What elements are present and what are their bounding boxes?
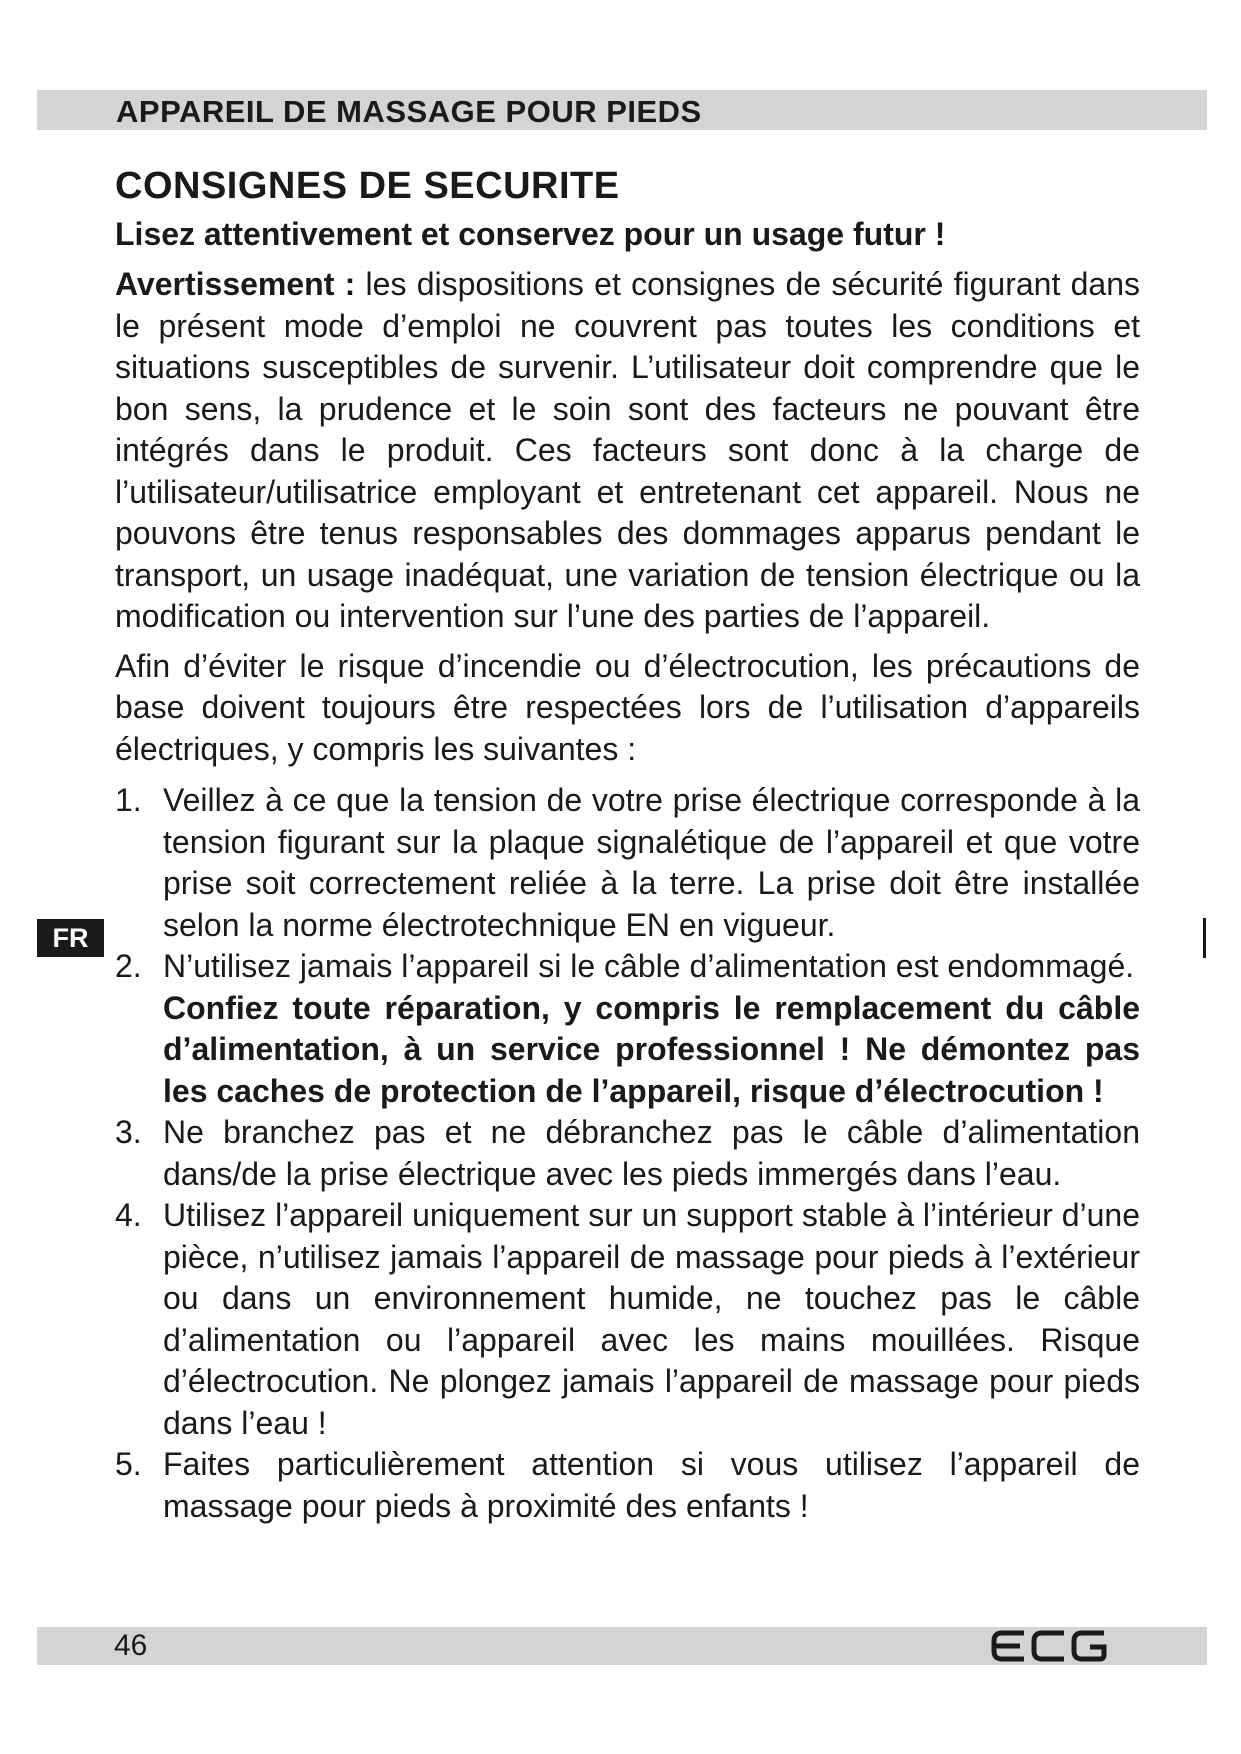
warning-text: les dispositions et consignes de sécurité figurant dans le présent mode d’emploi ne couvrent pas toutes les conditions et situations susceptibles de survenir. L’utilisateur doit comprendre que le bon sens, la prudence et le soin sont des facteurs ne pouvant être intégrés dans le produit. Ces facteurs sont donc à la charge de l’utilisateur/utilisatrice employant et entretenant cet appareil. Nous ne pouvons être tenus responsables des dommages apparus pendant le transport, un usage inadéquat, une variation de tension électrique ou la modification ou intervention sur l’une des parties de l’appareil.: [115, 266, 1141, 634]
item-emphasis: Confiez toute réparation, y compris le remplacement du câble d’alimentation, à un service professionnel ! Ne démontez pas les caches de protection de l’appareil, risque d’électrocution !: [163, 989, 1140, 1109]
item-text: Veillez à ce que la tension de votre prise électrique corresponde à la tension figurant sur la plaque signalétique de l’appareil et que votre prise soit correctement reliée à la terre. La prise doit être installée selon la norme électrotechnique EN en vigueur.: [163, 782, 1140, 943]
section-title: CONSIGNES DE SECURITE: [115, 165, 620, 207]
item-text: N’utilisez jamais l’appareil si le câble d’alimentation est endommagé.: [163, 948, 1135, 984]
main-content: [115, 160, 1140, 1527]
item-text: Ne branchez pas et ne débranchez pas le câble d’alimentation dans/de la prise électrique avec les pieds immergés dans l’eau.: [163, 1114, 1140, 1192]
list-item: [115, 1195, 1140, 1444]
item-number: 1.: [115, 782, 142, 818]
warning-paragraph: [115, 264, 1140, 638]
ecg-logo-icon: [990, 1629, 1110, 1663]
item-number: 2.: [115, 948, 142, 984]
safety-list: [115, 780, 1140, 1527]
warning-label: Avertissement :: [115, 266, 356, 302]
item-number: 4.: [115, 1197, 142, 1233]
list-item: [115, 780, 1140, 946]
list-item: [115, 1444, 1140, 1527]
item-text: Faites particulièrement attention si vous utilisez l’appareil de massage pour pieds à proximité des enfants !: [163, 1446, 1140, 1524]
intro-paragraph: Afin d’éviter le risque d’incendie ou d’électrocution, les précautions de base doivent toujours être respectées lors de l’utilisation d’appareils électriques, y compris les suivantes :: [115, 647, 1140, 767]
section-subtitle: Lisez attentivement et conservez pour un usage futur !: [115, 216, 946, 252]
list-item: [115, 1112, 1140, 1195]
item-number: 3.: [115, 1114, 142, 1150]
item-text: Utilisez l’appareil uniquement sur un support stable à l’intérieur d’une pièce, n’utilisez jamais l’appareil de massage pour pieds à l’extérieur ou dans un environnement humide, ne touchez pas le câble d’alimentation ou l’appareil avec les mains mouillées. Risque d’électrocution. Ne plongez jamais l’appareil de massage pour pieds dans l’eau !: [163, 1197, 1140, 1441]
list-item: [115, 946, 1140, 1112]
language-tab: FR: [37, 919, 104, 957]
document-title: APPAREIL DE MASSAGE POUR PIEDS: [116, 94, 702, 129]
page-edge-marker: [1203, 918, 1206, 958]
page-number: 46: [114, 1629, 148, 1662]
item-number: 5.: [115, 1446, 142, 1482]
